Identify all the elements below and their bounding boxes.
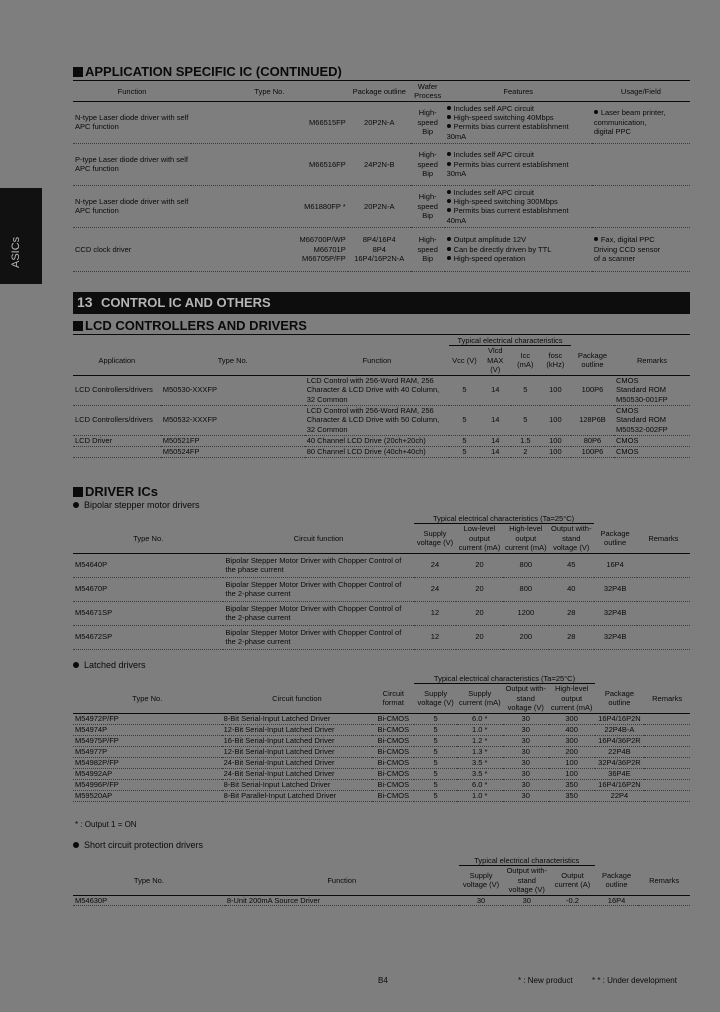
lcd-function: LCD Control with 256-Word RAM, 256 Character & LCD Drive with 50 Column, 32 Common: [305, 405, 449, 435]
latched-withstand: 30: [503, 757, 549, 768]
stepper-supply: 12: [414, 601, 457, 625]
lcd-remarks: CMOS Standard ROM M50530-001FP: [614, 375, 690, 405]
latched-type: M54992AP: [73, 768, 222, 779]
latched-header-7: Package outline: [595, 684, 645, 713]
stepper-row: [73, 577, 690, 601]
latched-remarks: [644, 713, 690, 724]
stepper-withstand: 45: [549, 553, 594, 577]
latched-package: 32P4/36P2R: [595, 757, 645, 768]
stepper-type: M54672SP: [73, 625, 223, 649]
section-bar: [73, 292, 690, 314]
latched-row: [73, 757, 690, 768]
footer-note-dev: * * : Under development: [592, 976, 677, 985]
lcd-function: 80 Channel LCD Drive (40ch+40ch): [305, 446, 449, 457]
latched-supply: 5: [414, 735, 456, 746]
latched-remarks: [644, 779, 690, 790]
lcd-vcc: 5: [449, 405, 480, 435]
side-tab-label: ASICs: [10, 236, 22, 268]
stepper-header-6: Package outline: [594, 524, 637, 553]
driver-heading: [73, 484, 158, 499]
latched-header-3: Supply voltage (V): [414, 684, 456, 713]
stepper-supply: 24: [414, 577, 457, 601]
latched-package: 16P4/16P2N: [595, 713, 645, 724]
asic-function: CCD clock driver: [73, 227, 191, 271]
latched-package: 16P4/16P2N: [595, 779, 645, 790]
latched-row: [73, 768, 690, 779]
side-tab: [0, 188, 42, 284]
lcd-group-3: Typical electrical characteristics: [449, 336, 571, 346]
latched-supply: 5: [414, 746, 456, 757]
asic-row: [73, 185, 690, 227]
asic-features: Includes self APC circuit High-speed switching 300Mbps Permits bias current establishment 40mA: [445, 185, 592, 227]
short-row: [73, 895, 690, 905]
latched-group-4: [595, 674, 645, 684]
latched-withstand: 30: [503, 768, 549, 779]
stepper-header-7: Remarks: [637, 524, 690, 553]
latched-type: M54972P/FP: [73, 713, 222, 724]
stepper-group-2: Typical electrical characteristics (Ta=25°C): [414, 514, 594, 524]
stepper-row: [73, 553, 690, 577]
asic-features: Includes self APC circuit Permits bias current establishment 30mA: [445, 143, 592, 185]
latched-remarks: [644, 724, 690, 735]
lcd-application: [73, 446, 161, 457]
asic-process: High-speed Bip: [411, 227, 445, 271]
latched-function: 24-Bit Serial-Input Latched Driver: [222, 757, 373, 768]
latched-header-6: High-level output current (mA): [549, 684, 595, 713]
latched-type: M54996P/FP: [73, 779, 222, 790]
short-header-3: Output with-stand voltage (V): [503, 866, 550, 895]
lcd-type: M50524FP: [161, 446, 305, 457]
latched-remarks: [644, 746, 690, 757]
short-subtitle: Short circuit protection drivers: [73, 840, 203, 850]
latched-function: 8-Bit Serial-Input Latched Driver: [222, 713, 373, 724]
stepper-function: Bipolar Stepper Motor Driver with Chopper Control of the phase current: [223, 553, 413, 577]
latched-header-4: Supply current (mA): [457, 684, 503, 713]
latched-type: M59520AP: [73, 790, 222, 801]
page-number: B4: [378, 976, 388, 985]
lcd-row: [73, 405, 690, 435]
lcd-heading: [73, 318, 307, 333]
latched-type: M54977P: [73, 746, 222, 757]
stepper-package: 16P4: [594, 553, 637, 577]
stepper-package: 32P4B: [594, 625, 637, 649]
stepper-subtitle: Bipolar stepper motor drivers: [73, 500, 200, 510]
short-supply: 30: [459, 895, 504, 905]
lcd-row: [73, 446, 690, 457]
short-group-4: [638, 856, 690, 866]
asic-header-3: Wafer Process: [411, 82, 445, 101]
latched-current: 1.2 *: [457, 735, 503, 746]
asic-type: M66700P/WP M66701P M66705P/FP: [191, 227, 348, 271]
stepper-low: 20: [456, 601, 502, 625]
asic-header-2: Package outline: [348, 82, 411, 101]
latched-row: [73, 746, 690, 757]
latched-current: 1.0 *: [457, 790, 503, 801]
lcd-remarks: CMOS: [614, 446, 690, 457]
latched-row: [73, 735, 690, 746]
latched-table: [73, 674, 690, 802]
lcd-header-8: Remarks: [614, 346, 690, 375]
lcd-fosc: 100: [540, 446, 571, 457]
lcd-fosc: 100: [540, 405, 571, 435]
stepper-withstand: 28: [549, 601, 594, 625]
lcd-application: LCD Driver: [73, 435, 161, 446]
lcd-vcc: 5: [449, 446, 480, 457]
latched-high: 100: [549, 757, 595, 768]
latched-format: Bi-CMOS: [372, 790, 414, 801]
stepper-supply: 24: [414, 553, 457, 577]
section-number: 13: [77, 294, 93, 310]
latched-format: Bi-CMOS: [372, 768, 414, 779]
latched-current: 3.5 *: [457, 768, 503, 779]
stepper-withstand: 28: [549, 625, 594, 649]
short-remarks: [638, 895, 690, 905]
stepper-header-3: Low-level output current (mA): [456, 524, 502, 553]
latched-package: 22P4B: [595, 746, 645, 757]
stepper-type: M54640P: [73, 553, 223, 577]
short-group-3: [595, 856, 638, 866]
lcd-function: LCD Control with 256-Word RAM, 256 Character & LCD Drive with 40 Column, 32 Common: [305, 375, 449, 405]
latched-header-2: Circuit format: [372, 684, 414, 713]
latched-remarks: [644, 735, 690, 746]
section-title: CONTROL IC AND OTHERS: [101, 295, 271, 310]
latched-current: 6.0 *: [457, 779, 503, 790]
asic-package: 20P2N-A: [348, 101, 411, 143]
asic-heading: [73, 64, 342, 79]
stepper-high: 200: [503, 625, 549, 649]
stepper-remarks: [637, 577, 690, 601]
driver-title: DRIVER ICs: [85, 484, 158, 499]
asic-usage: [592, 143, 690, 185]
latched-supply: 5: [414, 757, 456, 768]
asic-header-4: Features: [445, 82, 592, 101]
lcd-vlcd: 14: [480, 375, 511, 405]
stepper-header-5: Output with-stand voltage (V): [549, 524, 594, 553]
lcd-vcc: 5: [449, 435, 480, 446]
stepper-group-0: [73, 514, 223, 524]
asic-package: 24P2N-B: [348, 143, 411, 185]
stepper-header-1: Circuit function: [223, 524, 413, 553]
latched-high: 350: [549, 790, 595, 801]
stepper-high: 1200: [503, 601, 549, 625]
latched-type: M54975P/FP: [73, 735, 222, 746]
latched-withstand: 30: [503, 713, 549, 724]
latched-function: 12-Bit Serial-Input Latched Driver: [222, 746, 373, 757]
lcd-icc: 5: [511, 375, 540, 405]
latched-type: M54982P/FP: [73, 757, 222, 768]
short-header-6: Remarks: [638, 866, 690, 895]
stepper-group-4: [637, 514, 690, 524]
lcd-fosc: 100: [540, 435, 571, 446]
latched-withstand: 30: [503, 790, 549, 801]
asic-header-5: Usage/Field: [592, 82, 690, 101]
latched-package: 22P4B-A: [595, 724, 645, 735]
lcd-header-4: Vlcd MAX (V): [480, 346, 511, 375]
stepper-package: 32P4B: [594, 601, 637, 625]
latched-note: * : Output 1 = ON: [75, 820, 137, 829]
asic-header-1: Type No.: [191, 82, 348, 101]
lcd-icc: 1.5: [511, 435, 540, 446]
latched-group-5: [644, 674, 690, 684]
stepper-package: 32P4B: [594, 577, 637, 601]
latched-group-1: [222, 674, 373, 684]
asic-type: M61880FP *: [191, 185, 348, 227]
latched-withstand: 30: [503, 746, 549, 757]
asic-features: Includes self APC circuit High-speed switching 40Mbps Permits bias current establishment 30mA: [445, 101, 592, 143]
latched-current: 1.3 *: [457, 746, 503, 757]
latched-current: 6.0 *: [457, 713, 503, 724]
short-header-0: Type No.: [73, 866, 225, 895]
asic-process: High-speed Bip: [411, 143, 445, 185]
stepper-table: [73, 514, 690, 650]
latched-function: 24-Bit Serial-Input Latched Driver: [222, 768, 373, 779]
asic-title: APPLICATION SPECIFIC IC (CONTINUED): [85, 64, 342, 79]
short-table: [73, 856, 690, 906]
latched-function: 16-Bit Serial-Input Latched Driver: [222, 735, 373, 746]
lcd-fosc: 100: [540, 375, 571, 405]
latched-remarks: [644, 757, 690, 768]
short-header-5: Package outline: [595, 866, 638, 895]
stepper-withstand: 40: [549, 577, 594, 601]
latched-row: [73, 713, 690, 724]
short-withstand: 30: [503, 895, 550, 905]
latched-supply: 5: [414, 713, 456, 724]
latched-remarks: [644, 768, 690, 779]
lcd-application: LCD Controllers/drivers: [73, 375, 161, 405]
asic-usage: [592, 185, 690, 227]
latched-header-5: Output with-stand voltage (V): [503, 684, 549, 713]
lcd-package: 80P6: [571, 435, 614, 446]
lcd-remarks: CMOS: [614, 435, 690, 446]
asic-process: High-speed Bip: [411, 185, 445, 227]
latched-format: Bi-CMOS: [372, 713, 414, 724]
asic-usage: Laser beam printer, communication, digital PPC: [592, 101, 690, 143]
latched-package: 16P4/36P2R: [595, 735, 645, 746]
latched-function: 8-Bit Parallel-Input Latched Driver: [222, 790, 373, 801]
stepper-header-4: High-level output current (mA): [503, 524, 549, 553]
latched-supply: 5: [414, 768, 456, 779]
stepper-row: [73, 601, 690, 625]
footer-note-new: * : New product: [518, 976, 573, 985]
latched-supply: 5: [414, 724, 456, 735]
stepper-function: Bipolar Stepper Motor Driver with Chopper Control of the 2-phase current: [223, 625, 413, 649]
lcd-row: [73, 435, 690, 446]
short-group-0: [73, 856, 225, 866]
lcd-icc: 2: [511, 446, 540, 457]
stepper-group-3: [594, 514, 637, 524]
stepper-remarks: [637, 625, 690, 649]
stepper-remarks: [637, 553, 690, 577]
lcd-vlcd: 14: [480, 446, 511, 457]
latched-header-0: Type No.: [73, 684, 222, 713]
lcd-title: LCD CONTROLLERS AND DRIVERS: [85, 318, 307, 333]
latched-row: [73, 779, 690, 790]
stepper-header-0: Type No.: [73, 524, 223, 553]
lcd-remarks: CMOS Standard ROM M50532-002FP: [614, 405, 690, 435]
lcd-header-5: Icc (mA): [511, 346, 540, 375]
lcd-group-4: [571, 336, 614, 346]
lcd-package: 100P6: [571, 446, 614, 457]
latched-format: Bi-CMOS: [372, 757, 414, 768]
latched-group-3: Typical electrical characteristics (Ta=25°C): [414, 674, 594, 684]
stepper-supply: 12: [414, 625, 457, 649]
lcd-header-7: Package outline: [571, 346, 614, 375]
latched-high: 300: [549, 713, 595, 724]
latched-group-2: [372, 674, 414, 684]
stepper-high: 800: [503, 577, 549, 601]
lcd-header-0: Application: [73, 346, 161, 375]
lcd-group-5: [614, 336, 690, 346]
latched-function: 8-Bit Serial-Input Latched Driver: [222, 779, 373, 790]
latched-format: Bi-CMOS: [372, 779, 414, 790]
short-type: M54630P: [73, 895, 225, 905]
asic-process: High-speed Bip: [411, 101, 445, 143]
asic-row: [73, 101, 690, 143]
stepper-remarks: [637, 601, 690, 625]
stepper-type: M54671SP: [73, 601, 223, 625]
latched-header-8: Remarks: [644, 684, 690, 713]
asic-type: M66516FP: [191, 143, 348, 185]
lcd-vlcd: 14: [480, 405, 511, 435]
lcd-icc: 5: [511, 405, 540, 435]
stepper-function: Bipolar Stepper Motor Driver with Chopper Control of the 2-phase current: [223, 601, 413, 625]
lcd-group-1: [161, 336, 305, 346]
latched-remarks: [644, 790, 690, 801]
short-current: -0.2: [550, 895, 595, 905]
asic-row: [73, 143, 690, 185]
latched-current: 1.0 *: [457, 724, 503, 735]
latched-withstand: 30: [503, 724, 549, 735]
lcd-vcc: 5: [449, 375, 480, 405]
latched-format: Bi-CMOS: [372, 735, 414, 746]
lcd-header-1: Type No.: [161, 346, 305, 375]
latched-subtitle: Latched drivers: [73, 660, 146, 670]
latched-row: [73, 790, 690, 801]
latched-function: 12-Bit Serial-Input Latched Driver: [222, 724, 373, 735]
asic-usage: Fax, digital PPC Driving CCD sensor of a scanner: [592, 227, 690, 271]
latched-supply: 5: [414, 790, 456, 801]
lcd-header-2: Function: [305, 346, 449, 375]
asic-header-0: Function: [73, 82, 191, 101]
asic-function: P-type Laser diode driver with self APC function: [73, 143, 191, 185]
latched-current: 3.5 *: [457, 757, 503, 768]
short-header-2: Supply voltage (V): [459, 866, 504, 895]
short-header-4: Output current (A): [550, 866, 595, 895]
stepper-row: [73, 625, 690, 649]
lcd-package: 100P6: [571, 375, 614, 405]
lcd-header-6: fosc (kHz): [540, 346, 571, 375]
lcd-vlcd: 14: [480, 435, 511, 446]
latched-high: 200: [549, 746, 595, 757]
stepper-low: 20: [456, 553, 502, 577]
latched-high: 100: [549, 768, 595, 779]
latched-header-1: Circuit function: [222, 684, 373, 713]
latched-format: Bi-CMOS: [372, 724, 414, 735]
latched-withstand: 30: [503, 735, 549, 746]
latched-withstand: 30: [503, 779, 549, 790]
latched-supply: 5: [414, 779, 456, 790]
lcd-function: 40 Channel LCD Drive (20ch+20ch): [305, 435, 449, 446]
asic-function: N-type Laser diode driver with self APC function: [73, 101, 191, 143]
lcd-group-0: [73, 336, 161, 346]
latched-row: [73, 724, 690, 735]
lcd-application: LCD Controllers/drivers: [73, 405, 161, 435]
asic-table: [73, 82, 690, 272]
asic-row: [73, 227, 690, 271]
stepper-type: M54670P: [73, 577, 223, 601]
lcd-type: M50521FP: [161, 435, 305, 446]
asic-type: M66515FP: [191, 101, 348, 143]
lcd-table: [73, 336, 690, 458]
stepper-high: 800: [503, 553, 549, 577]
short-group-1: [225, 856, 459, 866]
lcd-group-2: [305, 336, 449, 346]
stepper-low: 20: [456, 577, 502, 601]
short-function: 8-Unit 200mA Source Driver: [225, 895, 459, 905]
latched-package: 22P4: [595, 790, 645, 801]
lcd-header-3: Vcc (V): [449, 346, 480, 375]
lcd-type: M50530-XXXFP: [161, 375, 305, 405]
latched-group-0: [73, 674, 222, 684]
short-header-1: Function: [225, 866, 459, 895]
short-package: 16P4: [595, 895, 638, 905]
latched-high: 400: [549, 724, 595, 735]
latched-format: Bi-CMOS: [372, 746, 414, 757]
stepper-group-1: [223, 514, 413, 524]
latched-high: 350: [549, 779, 595, 790]
lcd-type: M50532-XXXFP: [161, 405, 305, 435]
asic-package: 20P2N-A: [348, 185, 411, 227]
stepper-function: Bipolar Stepper Motor Driver with Chopper Control of the 2-phase current: [223, 577, 413, 601]
asic-features: Output amplitude 12V Can be directly driven by TTL High-speed operation: [445, 227, 592, 271]
asic-package: 8P4/16P4 8P4 16P4/16P2N-A: [348, 227, 411, 271]
latched-package: 36P4E: [595, 768, 645, 779]
asic-function: N-type Laser diode driver with self APC function: [73, 185, 191, 227]
stepper-header-2: Supply voltage (V): [414, 524, 457, 553]
latched-type: M54974P: [73, 724, 222, 735]
latched-high: 300: [549, 735, 595, 746]
short-group-2: Typical electrical characteristics: [459, 856, 595, 866]
lcd-package: 128P6B: [571, 405, 614, 435]
stepper-low: 20: [456, 625, 502, 649]
lcd-row: [73, 375, 690, 405]
